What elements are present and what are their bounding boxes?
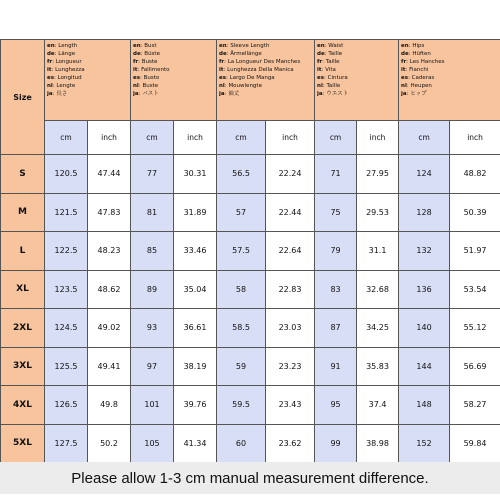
language-term: Taille — [325, 59, 340, 65]
language-line: es: Longitud — [47, 75, 82, 81]
language-code: ja — [401, 91, 407, 97]
value-inch-cell: 55.12 — [450, 309, 500, 348]
value-inch-cell: 33.46 — [174, 232, 217, 271]
size-cell: 2XL — [1, 309, 45, 348]
language-line: ja: ヒップ — [401, 91, 427, 97]
unit-inch: inch — [450, 121, 500, 155]
language-line: es: Caderas — [401, 75, 435, 81]
language-code: fr — [219, 59, 225, 65]
value-cm-cell: 59.5 — [217, 386, 266, 425]
value-inch-cell: 34.25 — [357, 309, 399, 348]
value-inch-cell: 48.82 — [450, 155, 500, 194]
value-cm-cell: 148 — [399, 386, 450, 425]
language-line: en: Sleeve Length — [219, 43, 270, 49]
header-row — [1, 40, 500, 121]
value-cm-cell: 57 — [217, 193, 266, 232]
language-line: de: Hüften — [401, 51, 431, 57]
value-cm-cell: 87 — [315, 309, 357, 348]
language-code: fr — [47, 59, 53, 65]
language-term: ヒップ — [410, 91, 427, 97]
unit-cm: cm — [131, 121, 174, 155]
language-line: en: Length — [47, 43, 78, 49]
measurement-header — [399, 40, 500, 121]
language-term: Busto — [143, 75, 160, 81]
value-cm-cell: 122.5 — [45, 232, 88, 271]
value-inch-cell: 50.39 — [450, 193, 500, 232]
language-line: it: Vita — [317, 67, 336, 73]
value-cm-cell: 85 — [131, 232, 174, 271]
language-term: Mouwlengte — [228, 83, 262, 89]
value-inch-cell: 41.34 — [174, 424, 217, 463]
language-code: es — [219, 75, 227, 81]
value-cm-cell: 132 — [399, 232, 450, 271]
language-term: Bust — [144, 43, 157, 49]
language-term: Longitud — [57, 75, 82, 81]
language-line: it: Fallimento — [133, 67, 170, 73]
language-code: en — [47, 43, 55, 49]
language-term: バスト — [142, 91, 159, 97]
value-cm-cell: 59 — [217, 347, 266, 386]
language-code: en — [133, 43, 141, 49]
measurement-header — [131, 40, 217, 121]
language-term: Lunghezza Della Manica — [227, 67, 294, 73]
value-cm-cell: 57.5 — [217, 232, 266, 271]
value-inch-cell: 53.54 — [450, 270, 500, 309]
value-inch-cell: 56.69 — [450, 347, 500, 386]
language-code: es — [317, 75, 325, 81]
language-term: Waist — [328, 43, 344, 49]
language-code: de — [401, 51, 409, 57]
unit-cm: cm — [217, 121, 266, 155]
language-term: Caderas — [411, 75, 435, 81]
language-term: Hips — [412, 43, 425, 49]
language-line: ja: ウエスト — [317, 91, 349, 97]
language-term: Largo De Manga — [229, 75, 275, 81]
value-cm-cell: 83 — [315, 270, 357, 309]
value-cm-cell: 126.5 — [45, 386, 88, 425]
value-cm-cell: 128 — [399, 193, 450, 232]
language-line: ja: 袖丈 — [219, 91, 240, 97]
value-inch-cell: 23.03 — [266, 309, 315, 348]
value-inch-cell: 32.68 — [357, 270, 399, 309]
value-inch-cell: 31.89 — [174, 193, 217, 232]
language-term: Longueur — [55, 59, 82, 65]
value-cm-cell: 97 — [131, 347, 174, 386]
language-term: Buste — [141, 59, 158, 65]
value-cm-cell: 71 — [315, 155, 357, 194]
value-inch-cell: 27.95 — [357, 155, 399, 194]
language-code: ja — [219, 91, 225, 97]
language-code: en — [401, 43, 409, 49]
value-cm-cell: 75 — [315, 193, 357, 232]
value-cm-cell: 58.5 — [217, 309, 266, 348]
language-code: ja — [133, 91, 139, 97]
language-code: nl — [219, 83, 225, 89]
language-code: es — [401, 75, 409, 81]
language-line: de: Ärmellänge — [219, 51, 262, 57]
language-line: fr: Longueur — [47, 59, 82, 65]
value-cm-cell: 99 — [315, 424, 357, 463]
value-cm-cell: 140 — [399, 309, 450, 348]
size-cell: L — [1, 232, 45, 271]
value-cm-cell: 105 — [131, 424, 174, 463]
value-cm-cell: 120.5 — [45, 155, 88, 194]
measurement-header — [217, 40, 315, 121]
measurement-header — [315, 40, 399, 121]
size-cell: M — [1, 193, 45, 232]
language-code: fr — [401, 59, 407, 65]
value-cm-cell: 125.5 — [45, 347, 88, 386]
table-row — [1, 193, 500, 232]
language-term: Sleeve Length — [230, 43, 270, 49]
language-line: es: Cintura — [317, 75, 348, 81]
value-inch-cell: 22.83 — [266, 270, 315, 309]
language-line: fr: Les Hanches — [401, 59, 445, 65]
language-line: es: Busto — [133, 75, 160, 81]
language-term: Vita — [325, 67, 336, 73]
language-term: Taille — [328, 51, 343, 57]
value-cm-cell: 123.5 — [45, 270, 88, 309]
value-cm-cell: 93 — [131, 309, 174, 348]
language-term: Lunghezza — [55, 67, 85, 73]
value-inch-cell: 31.1 — [357, 232, 399, 271]
size-chart — [0, 39, 500, 462]
value-inch-cell: 35.83 — [357, 347, 399, 386]
language-line: nl: Heupen — [401, 83, 432, 89]
language-term: 袖丈 — [228, 91, 240, 97]
language-term: Heupen — [410, 83, 432, 89]
language-line: nl: Buste — [133, 83, 159, 89]
language-code: it — [317, 67, 322, 73]
value-inch-cell: 49.8 — [88, 386, 131, 425]
language-code: nl — [401, 83, 407, 89]
value-inch-cell: 22.64 — [266, 232, 315, 271]
value-inch-cell: 38.98 — [357, 424, 399, 463]
size-table — [0, 39, 500, 463]
value-cm-cell: 89 — [131, 270, 174, 309]
table-row — [1, 347, 500, 386]
language-line: de: Länge — [47, 51, 76, 57]
value-inch-cell: 36.61 — [174, 309, 217, 348]
language-code: nl — [133, 83, 139, 89]
unit-inch: inch — [174, 121, 217, 155]
value-inch-cell: 23.62 — [266, 424, 315, 463]
size-cell: S — [1, 155, 45, 194]
table-row — [1, 232, 500, 271]
value-inch-cell: 49.02 — [88, 309, 131, 348]
value-cm-cell: 81 — [131, 193, 174, 232]
unit-row — [1, 121, 500, 155]
value-inch-cell: 23.23 — [266, 347, 315, 386]
table-row — [1, 270, 500, 309]
language-term: Fianchi — [409, 67, 429, 73]
language-code: de — [133, 51, 141, 57]
language-term: Büste — [144, 51, 160, 57]
unit-cm: cm — [45, 121, 88, 155]
language-line: de: Büste — [133, 51, 160, 57]
size-table-body — [1, 40, 500, 463]
language-term: Taille — [326, 83, 341, 89]
unit-inch: inch — [357, 121, 399, 155]
value-cm-cell: 56.5 — [217, 155, 266, 194]
language-term: Hüften — [412, 51, 431, 57]
table-row — [1, 309, 500, 348]
language-code: es — [133, 75, 141, 81]
language-line: it: Lunghezza — [47, 67, 85, 73]
language-line: en: Bust — [133, 43, 157, 49]
value-inch-cell: 50.2 — [88, 424, 131, 463]
size-cell: 5XL — [1, 424, 45, 463]
value-inch-cell: 22.24 — [266, 155, 315, 194]
language-term: Lengte — [56, 83, 76, 89]
size-cell: 4XL — [1, 386, 45, 425]
language-code: de — [219, 51, 227, 57]
language-line: fr: Taille — [317, 59, 340, 65]
language-code: ja — [317, 91, 323, 97]
value-cm-cell: 127.5 — [45, 424, 88, 463]
language-line: en: Hips — [401, 43, 425, 49]
value-inch-cell: 47.44 — [88, 155, 131, 194]
language-code: fr — [133, 59, 139, 65]
language-line: ja: 長さ — [47, 91, 68, 97]
value-cm-cell: 144 — [399, 347, 450, 386]
language-code: es — [47, 75, 55, 81]
language-line: en: Waist — [317, 43, 344, 49]
language-code: nl — [47, 83, 53, 89]
value-cm-cell: 60 — [217, 424, 266, 463]
language-term: ウエスト — [326, 91, 349, 97]
value-cm-cell: 91 — [315, 347, 357, 386]
value-inch-cell: 22.44 — [266, 193, 315, 232]
value-inch-cell: 59.84 — [450, 424, 500, 463]
value-cm-cell: 58 — [217, 270, 266, 309]
language-line: it: Lunghezza Della Manica — [219, 67, 294, 73]
language-line: de: Taille — [317, 51, 343, 57]
size-cell: XL — [1, 270, 45, 309]
language-code: de — [47, 51, 55, 57]
value-cm-cell: 121.5 — [45, 193, 88, 232]
unit-cm: cm — [315, 121, 357, 155]
unit-inch: inch — [266, 121, 315, 155]
value-cm-cell: 77 — [131, 155, 174, 194]
value-inch-cell: 30.31 — [174, 155, 217, 194]
language-code: it — [219, 67, 224, 73]
size-cell: 3XL — [1, 347, 45, 386]
language-code: de — [317, 51, 325, 57]
language-code: it — [401, 67, 406, 73]
size-header: Size — [1, 40, 45, 155]
value-inch-cell: 47.83 — [88, 193, 131, 232]
language-line: fr: La Longueur Des Manches — [219, 59, 301, 65]
language-line: nl: Mouwlengte — [219, 83, 262, 89]
language-term: Buste — [142, 83, 159, 89]
value-inch-cell: 49.41 — [88, 347, 131, 386]
language-term: Ärmellänge — [230, 51, 262, 57]
value-cm-cell: 124.5 — [45, 309, 88, 348]
language-term: Fallimento — [141, 67, 170, 73]
language-code: en — [219, 43, 227, 49]
value-inch-cell: 51.97 — [450, 232, 500, 271]
value-inch-cell: 48.23 — [88, 232, 131, 271]
language-code: it — [133, 67, 138, 73]
language-term: Length — [58, 43, 78, 49]
language-code: fr — [317, 59, 323, 65]
language-term: La Longueur Des Manches — [227, 59, 301, 65]
value-inch-cell: 37.4 — [357, 386, 399, 425]
value-inch-cell: 38.19 — [174, 347, 217, 386]
table-row — [1, 155, 500, 194]
value-inch-cell: 29.53 — [357, 193, 399, 232]
language-code: ja — [47, 91, 53, 97]
unit-inch: inch — [88, 121, 131, 155]
language-line: nl: Lengte — [47, 83, 76, 89]
language-term: Länge — [58, 51, 76, 57]
value-inch-cell: 23.43 — [266, 386, 315, 425]
language-line: nl: Taille — [317, 83, 341, 89]
table-row — [1, 424, 500, 463]
language-line: it: Fianchi — [401, 67, 429, 73]
language-term: Les Hanches — [409, 59, 445, 65]
value-inch-cell: 39.76 — [174, 386, 217, 425]
language-term: 長さ — [56, 91, 68, 97]
value-cm-cell: 152 — [399, 424, 450, 463]
value-cm-cell: 79 — [315, 232, 357, 271]
table-row — [1, 386, 500, 425]
unit-cm: cm — [399, 121, 450, 155]
value-cm-cell: 95 — [315, 386, 357, 425]
language-line: ja: バスト — [133, 91, 159, 97]
language-code: nl — [317, 83, 323, 89]
language-term: Cintura — [327, 75, 348, 81]
language-code: en — [317, 43, 325, 49]
value-inch-cell: 58.27 — [450, 386, 500, 425]
value-cm-cell: 136 — [399, 270, 450, 309]
measurement-note: Please allow 1-3 cm manual measurement difference. — [0, 462, 500, 494]
value-cm-cell: 124 — [399, 155, 450, 194]
measurement-header — [45, 40, 131, 121]
language-line: es: Largo De Manga — [219, 75, 275, 81]
value-cm-cell: 101 — [131, 386, 174, 425]
value-inch-cell: 35.04 — [174, 270, 217, 309]
language-code: it — [47, 67, 52, 73]
value-inch-cell: 48.62 — [88, 270, 131, 309]
language-line: fr: Buste — [133, 59, 158, 65]
